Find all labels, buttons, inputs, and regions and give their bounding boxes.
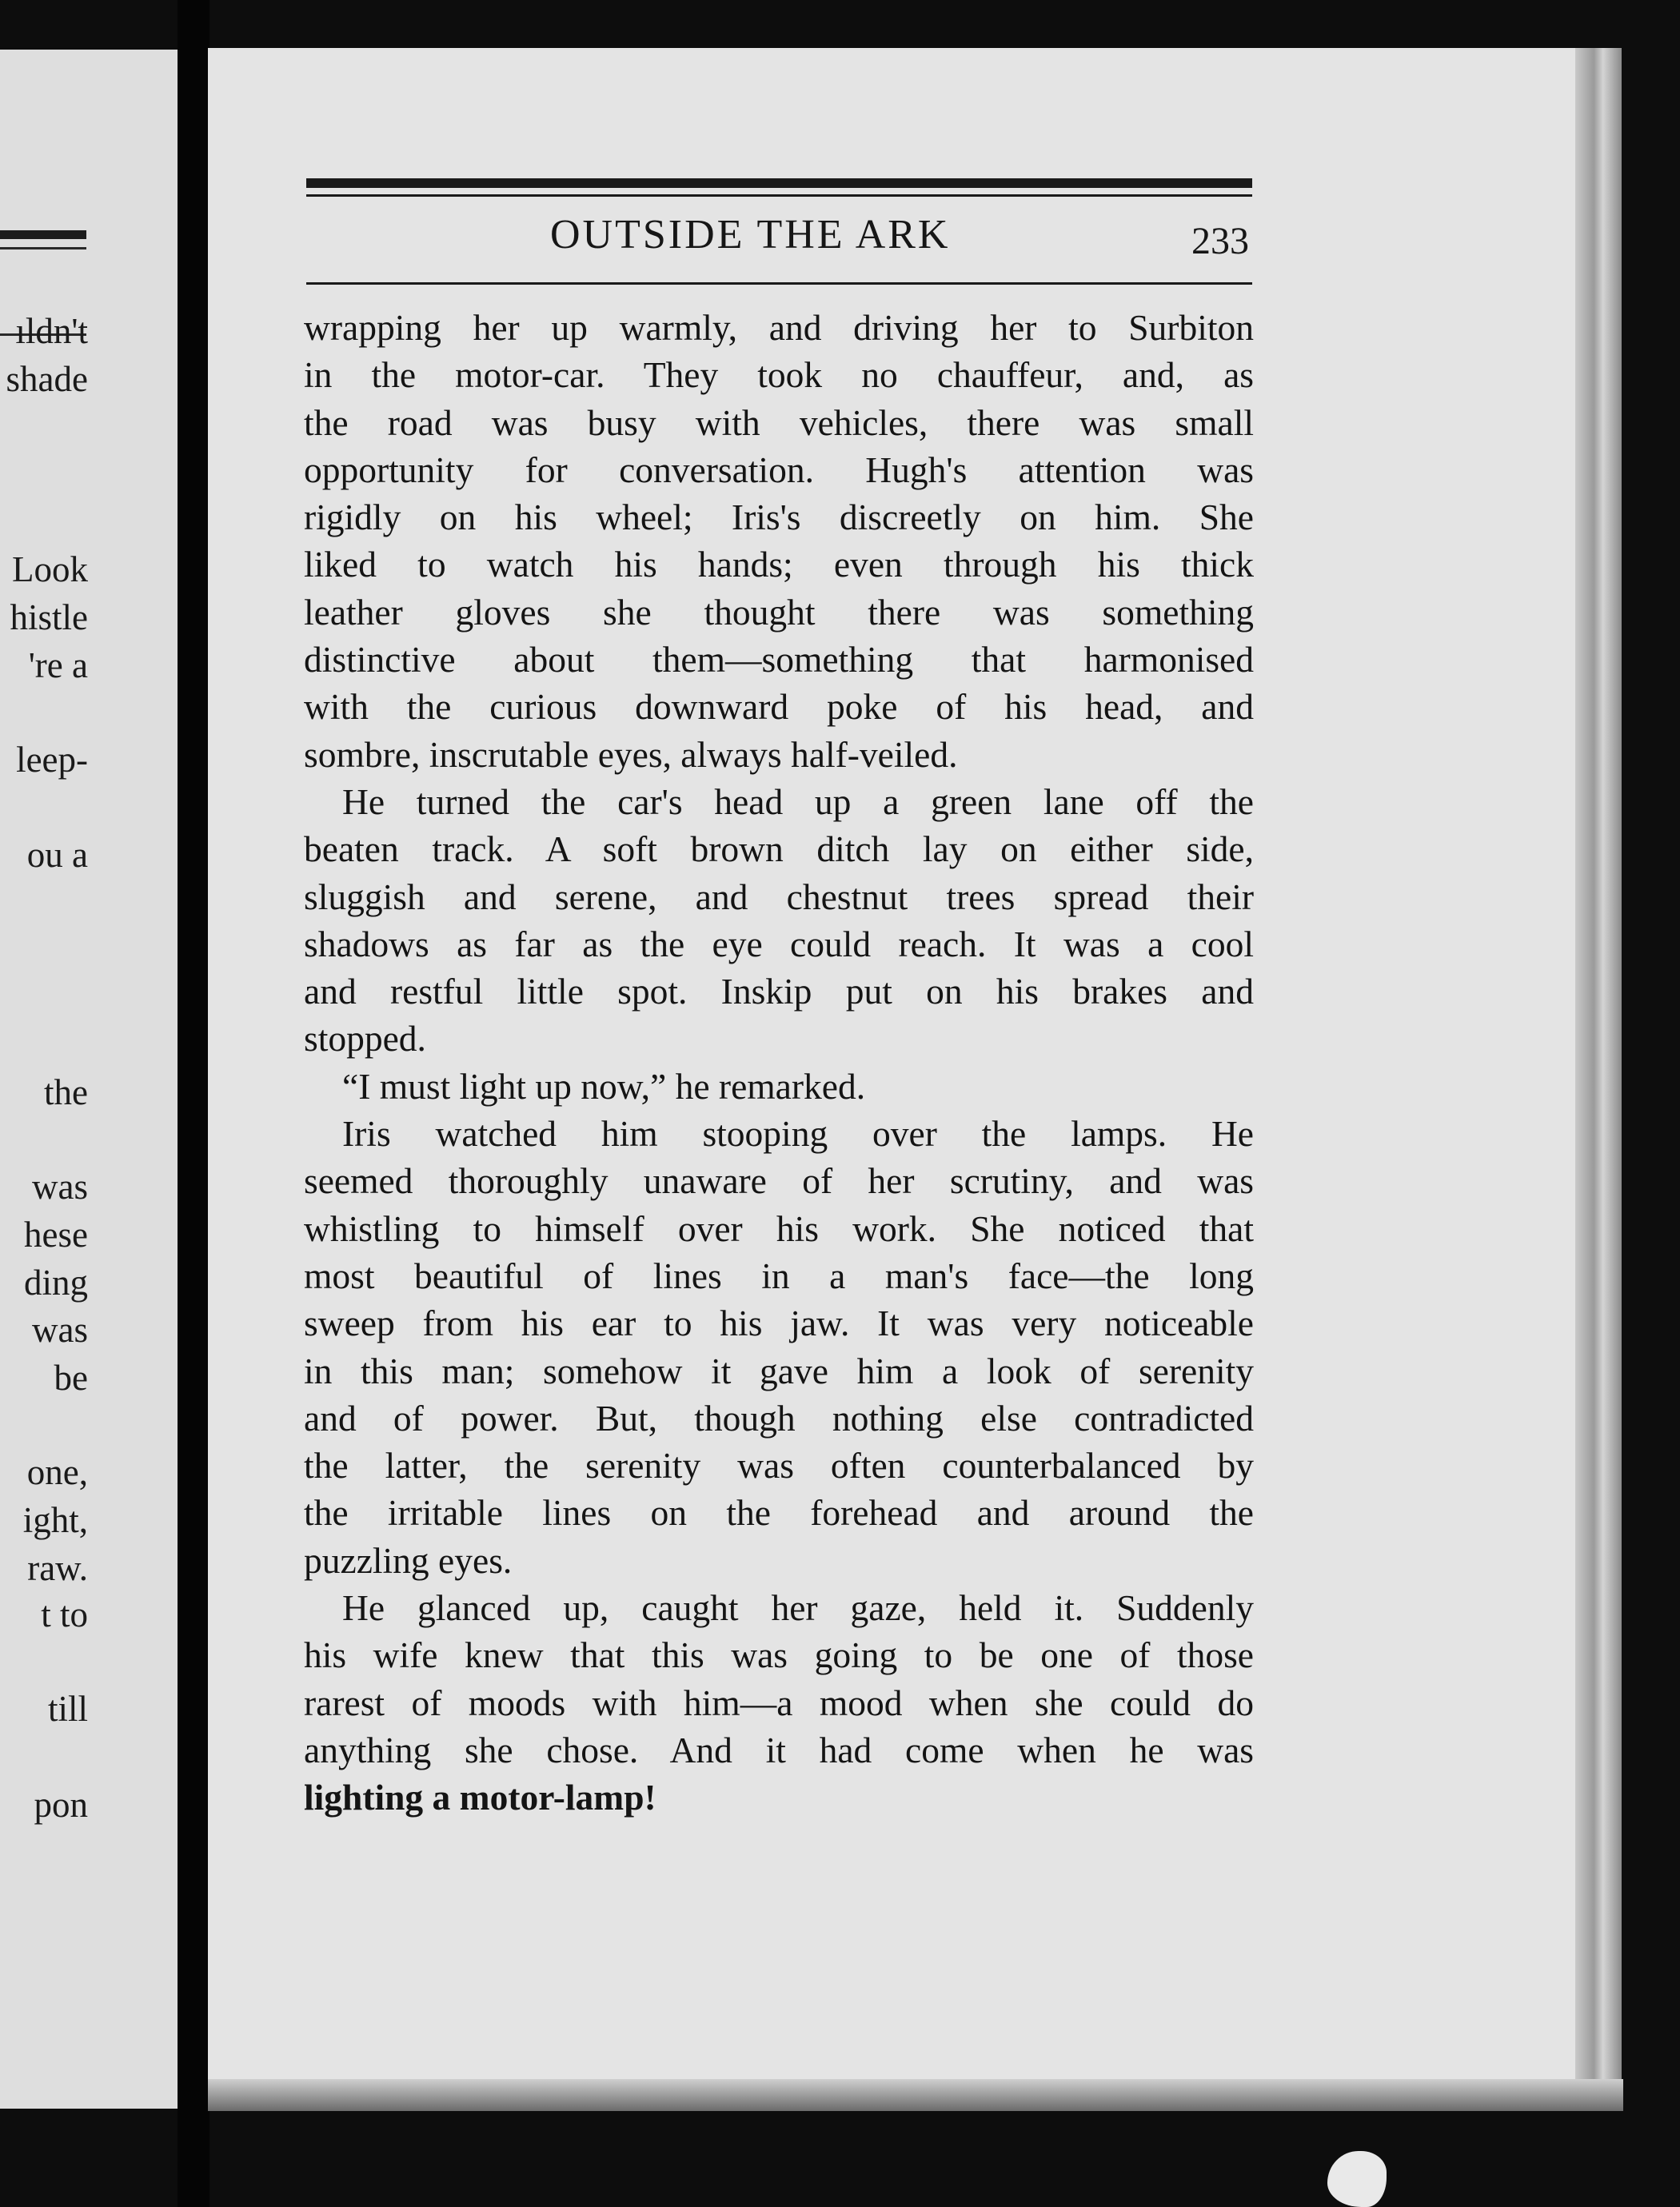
previous-page-line: ight, [22, 1500, 88, 1540]
previous-page-line: ding [23, 1263, 88, 1303]
previous-page-line: leep- [16, 740, 88, 780]
text-line: leather gloves she thought there was something [304, 591, 1254, 633]
previous-page-line: be [54, 1358, 88, 1398]
previous-page-line: ıldn't [15, 311, 88, 351]
paragraph-first-line: Iris watched him stooping over the lamps. He [342, 1113, 1254, 1155]
page-number: 233 [1191, 220, 1249, 262]
previous-page-line: till [47, 1689, 88, 1729]
previous-page-line: pon [34, 1785, 88, 1825]
paragraph-first-line: He turned the car's head up a green lane off the [342, 780, 1254, 822]
header-rule [306, 178, 1252, 188]
page-bottom-edge [208, 2079, 1623, 2111]
text-line: rarest of moods with him—a mood when she could do [304, 1682, 1254, 1723]
previous-page-line: hese [24, 1215, 88, 1255]
header-underline [306, 282, 1252, 285]
previous-page-line: one, [26, 1452, 88, 1492]
text-line: the irritable lines on the forehead and around the [304, 1492, 1254, 1534]
text-line: anything she chose. And it had come when he was [304, 1729, 1254, 1770]
text-line: in this man; somehow it gave him a look of serenity [304, 1350, 1254, 1391]
text-line: puzzling eyes. [304, 1539, 513, 1581]
text-line: opportunity for conversation. Hugh's attention was [304, 449, 1254, 490]
text-line: beaten track. A soft brown ditch lay on either side, [304, 828, 1254, 870]
text-line: rigidly on his wheel; Iris's discreetly on him. She [304, 497, 1254, 538]
previous-page [0, 50, 178, 2109]
previous-page-line: was [32, 1310, 88, 1350]
text-line: liked to watch his hands; even through his thick [304, 544, 1254, 585]
dialogue-line: “I must light up now,” he remarked. [342, 1065, 866, 1107]
text-line: his wife knew that this was going to be one of those [304, 1634, 1254, 1676]
previous-page-line: was [32, 1167, 88, 1207]
text-line: in the motor-car. They took no chauffeur, and, as [304, 354, 1254, 396]
previous-page-line: raw. [27, 1548, 88, 1588]
previous-page-line: shade [6, 359, 88, 399]
text-line: the latter, the serenity was often counterbalanced by [304, 1445, 1254, 1487]
previous-page-line: ou a [26, 835, 88, 875]
text-line: sluggish and serene, and chestnut trees spread their [304, 876, 1254, 917]
text-line: lighting a motor-lamp! [304, 1777, 656, 1818]
previous-page-header-rule-thin [0, 247, 86, 249]
text-line: whistling to himself over his work. She noticed that [304, 1207, 1254, 1249]
text-line: sombre, inscrutable eyes, always half-veiled. [304, 733, 958, 775]
previous-page-header-rule [0, 230, 86, 239]
text-line: most beautiful of lines in a man's face—the long [304, 1255, 1254, 1296]
previous-page-line: t to [41, 1594, 88, 1634]
paper-blot [1327, 2151, 1387, 2207]
text-line: wrapping her up warmly, and driving her to Surbiton [304, 307, 1254, 348]
text-line: seemed thoroughly unaware of her scrutiny, and was [304, 1160, 1254, 1202]
text-line: sweep from his ear to his jaw. It was very noticeable [304, 1303, 1254, 1344]
text-line: and restful little spot. Inskip put on his brakes and [304, 971, 1254, 1012]
running-title: OUTSIDE THE ARK [550, 212, 951, 257]
text-line: the road was busy with vehicles, there was small [304, 401, 1254, 443]
text-line: with the curious downward poke of his head, and [304, 686, 1254, 728]
page-edges [1575, 48, 1622, 2111]
previous-page-line: Look [12, 549, 88, 589]
text-line: and of power. But, though nothing else contradicted [304, 1397, 1254, 1439]
body-text [304, 304, 1254, 1822]
previous-page-line: the [44, 1072, 88, 1112]
text-line: shadows as far as the eye could reach. It was a cool [304, 923, 1254, 964]
paragraph-first-line: He glanced up, caught her gaze, held it. Suddenly [342, 1587, 1254, 1629]
book-gutter [178, 0, 210, 2207]
previous-page-line: histle [10, 597, 88, 637]
text-line: stopped. [304, 1018, 426, 1060]
header-rule-thin [306, 194, 1252, 197]
text-line: distinctive about them—something that harmonised [304, 639, 1254, 680]
previous-page-line: 're a [28, 645, 88, 685]
